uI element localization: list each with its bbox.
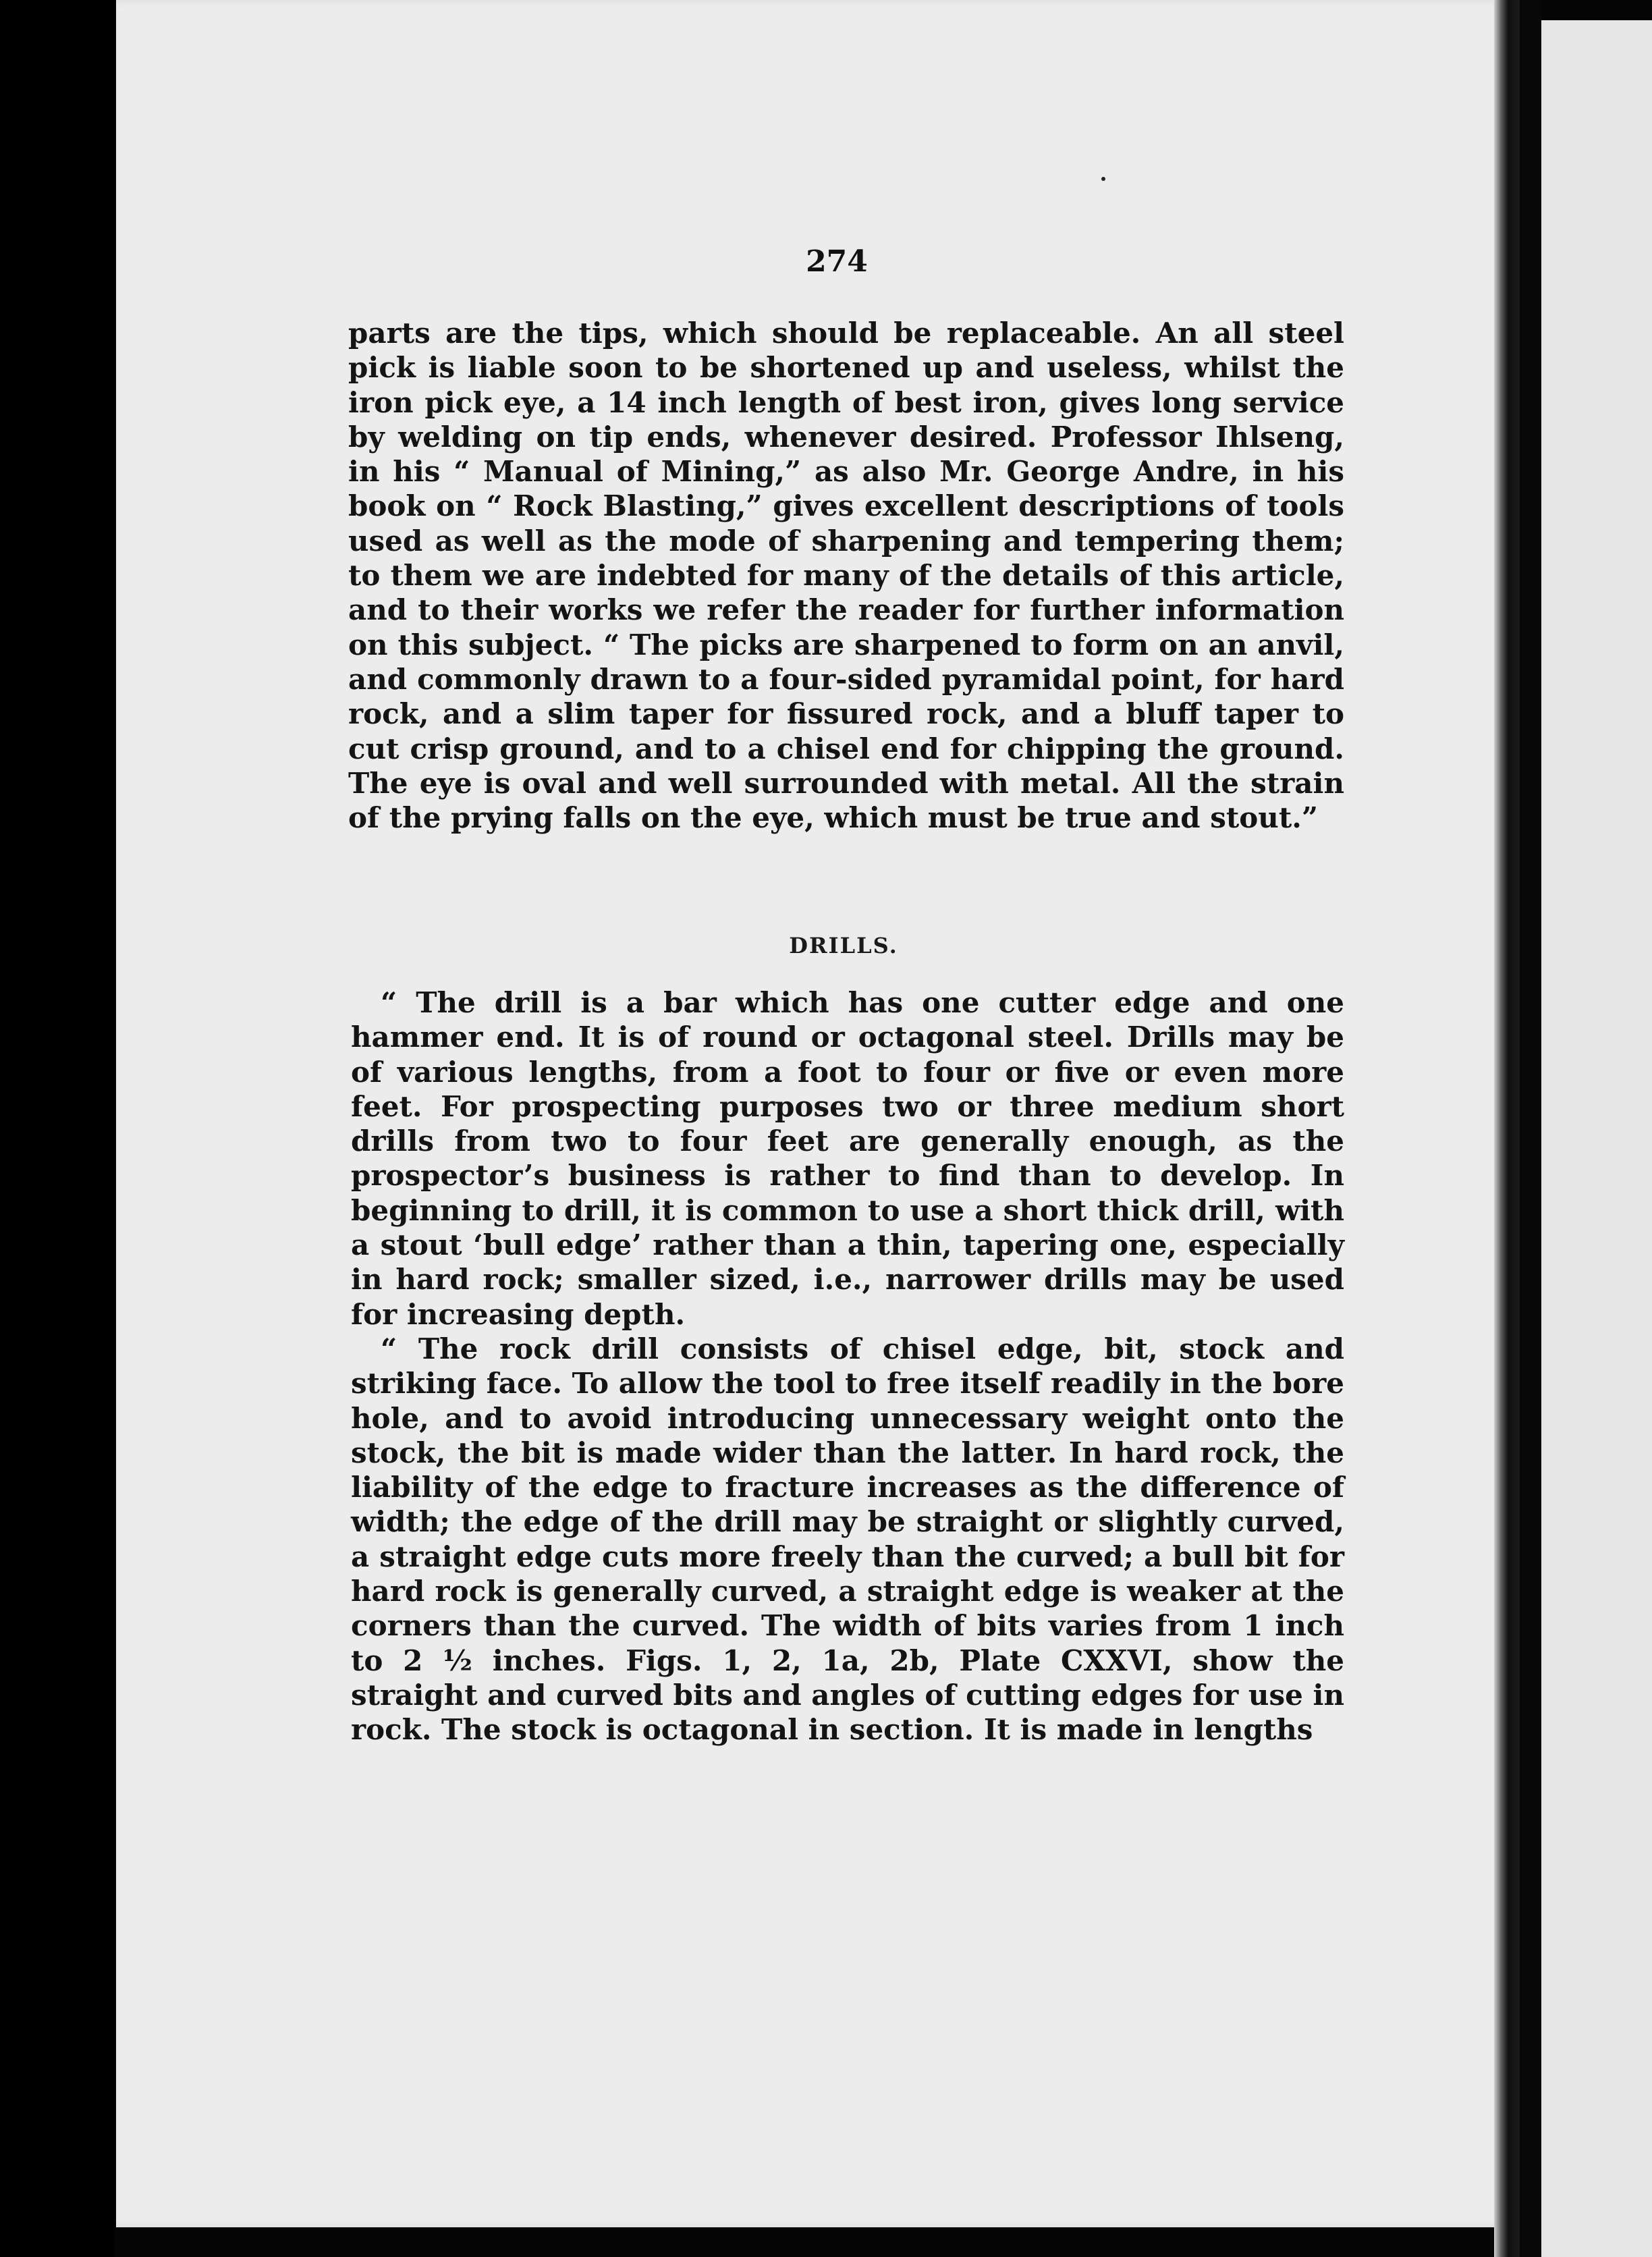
scan-left-border <box>0 0 115 2257</box>
page-number: 274 <box>806 244 868 279</box>
section-heading-drills: DRILLS. <box>789 933 898 958</box>
paragraph-rock-drill: “ The rock drill consists of chisel edge, bit, stock and striking face. To allow the tool to free itself readily in the bore hole, and to avoid introducing unnecessary weight onto the stock, the bit is made wider than the latter. In hard rock, the liability of the edge to fracture increases as the difference of width; the edge of the drill may be straight or slightly curved, a straight edge cuts more freely than the curved; a bull bit for hard rock is generally curved, a straight edge is weaker at the corners than the curved. The width of bits varies from 1 inch to 2 ½ inches. Figs. 1, 2, 1a, 2b, Plate CXXVI, show the straight and curved bits and angles of cutting edges for use in rock. The stock is octagonal in section. It is made in lengths <box>351 1332 1344 1747</box>
paragraph-picks: parts are the tips, which should be replaceable. An all steel pick is liable soon to be shortened up and useless, whilst the iron pick eye, a 14 inch length of best iron, gives long service by welding on tip ends, whenever desired. Professor Ihlseng, in his “ Manual of Mining,” as also Mr. George Andre, in his book on “ Rock Blasting,” gives excellent descriptions of tools used as well as the mode of sharpening and tempering them; to them we are indebted for many of the details of this article, and to their works we refer the reader for further information on this subject. “ The picks are sharpened to form on an anvil, and commonly drawn to a four-sided pyramidal point, for hard rock, and a slim taper for fissured rock, and a bluff taper to cut crisp ground, and to a chisel end for chipping the ground. The eye is oval and well surrounded with metal. All the strain of the prying falls on the eye, which must be true and stout.” <box>348 317 1344 835</box>
body-text-top <box>348 316 1344 835</box>
body-text-drills <box>351 985 1344 1747</box>
page-gap <box>1520 0 1541 2257</box>
facing-page-edge <box>1541 20 1652 2257</box>
book-spine-shadow <box>1494 0 1520 2257</box>
paragraph-drill-definition: “ The drill is a bar which has one cutter edge and one hammer end. It is of round or octagonal steel. Drills may be of various lengths, from a foot to four or five or even more feet. For prospecting purposes two or three medium short drills from two to four feet are generally enough, as the prospector’s business is rather to find than to develop. In beginning to drill, it is common to use a short thick drill, with a stout ‘bull edge’ rather than a thin, tapering one, especially in hard rock; smaller sized, i.e., narrower drills may be used for increasing depth. <box>351 986 1344 1331</box>
dust-speck <box>1101 177 1105 181</box>
